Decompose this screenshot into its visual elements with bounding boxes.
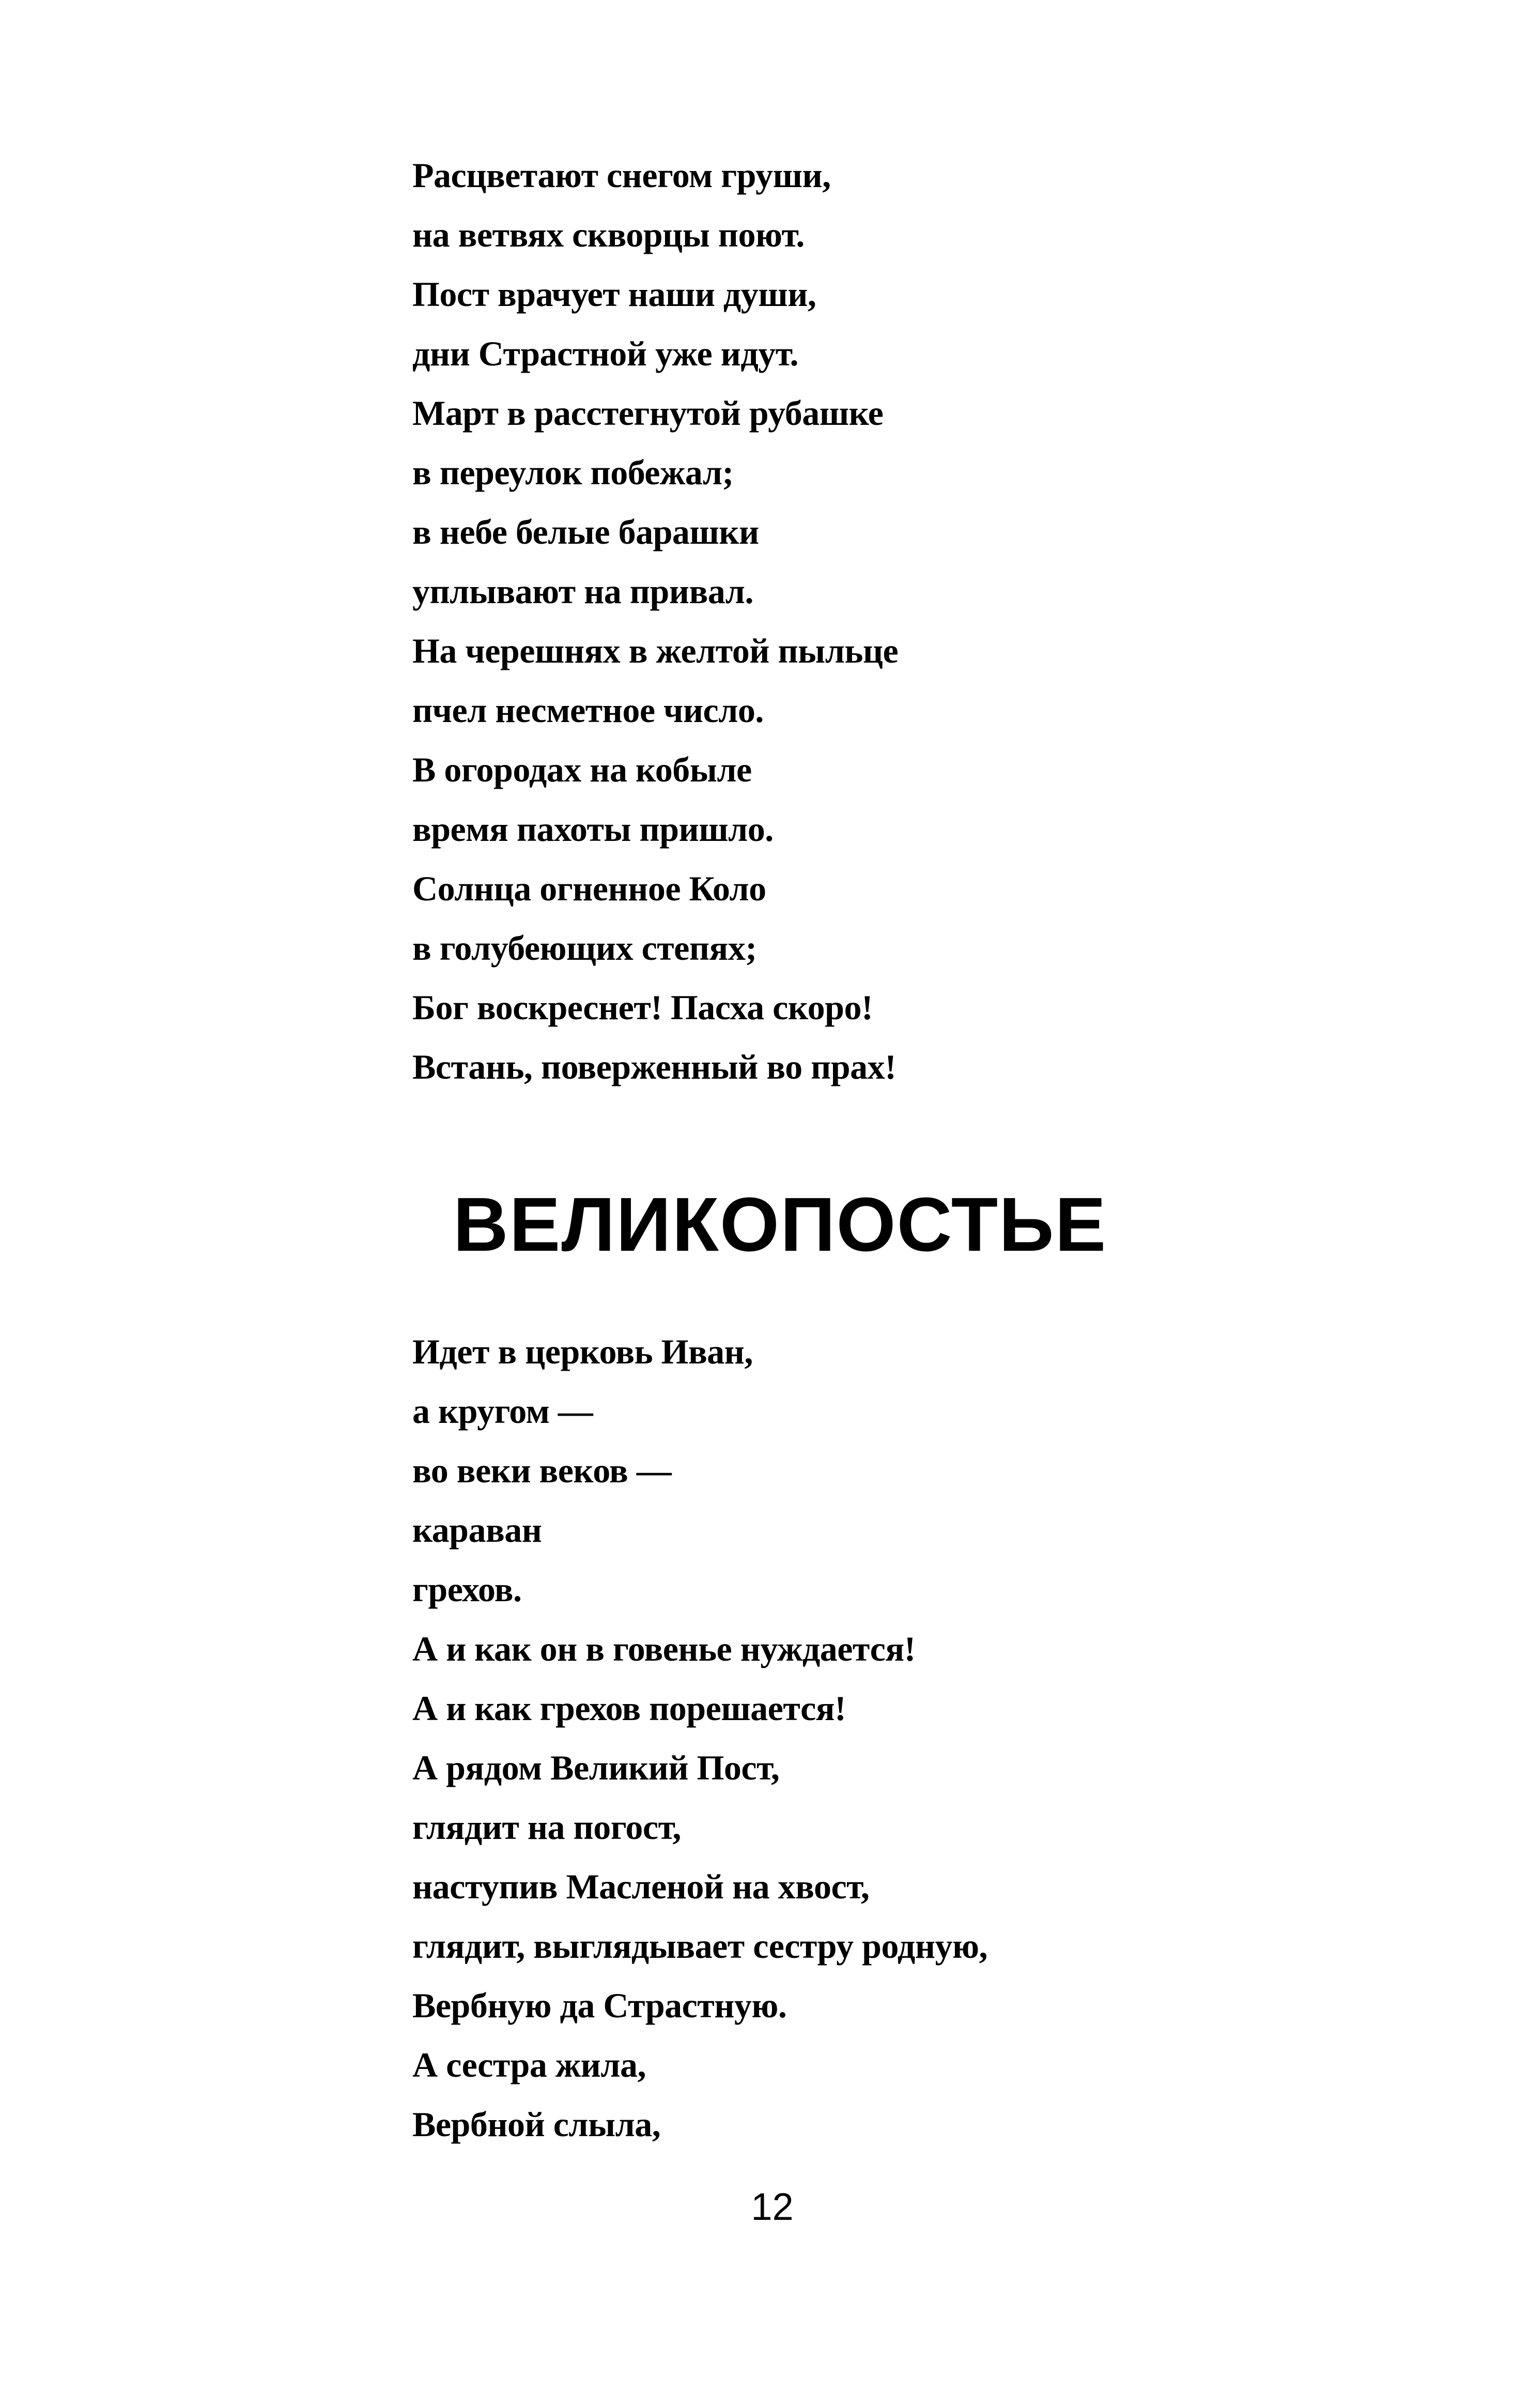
- poem-line: глядит, выглядывает сестру родную,: [412, 1926, 987, 1966]
- poem-line: в голубеющих степях;: [412, 928, 757, 968]
- poem-1-stanza: [412, 146, 898, 1097]
- poem-line: Бог воскреснет! Пасха скоро!: [412, 988, 873, 1027]
- poem-line: Вербную да Страстную.: [412, 1986, 787, 2025]
- poem-2-stanza: [412, 1322, 987, 2154]
- poem-line: Март в расстегнутой рубашке: [412, 393, 884, 433]
- poem-title: ВЕЛИКОПОСТЬЕ: [453, 1182, 1107, 1267]
- poem-line: А и как грехов порешается!: [412, 1689, 846, 1728]
- poem-line: глядит на погост,: [412, 1807, 681, 1847]
- poem-line: Солнца огненное Коло: [412, 869, 766, 908]
- poem-line: Встань, поверженный во прах!: [412, 1047, 897, 1086]
- poem-line: Пост врачует наши души,: [412, 274, 816, 314]
- poem-line: в переулок побежал;: [412, 453, 734, 492]
- poem-line: На черешнях в желтой пыльце: [412, 631, 899, 670]
- poem-line: Идет в церковь Иван,: [412, 1332, 753, 1371]
- poem-line: Вербной слыла,: [412, 2105, 661, 2144]
- poem-line: пчел несметное число.: [412, 691, 764, 730]
- poem-line: Расцветают снегом груши,: [412, 156, 831, 195]
- poem-line: во веки веков —: [412, 1451, 672, 1490]
- poem-line: а кругом —: [412, 1391, 593, 1431]
- poem-line: в небе белые барашки: [412, 512, 759, 551]
- poem-line: А рядом Великий Пост,: [412, 1748, 780, 1787]
- poem-line: А сестра жила,: [412, 2045, 646, 2084]
- poem-line: уплывают на привал.: [412, 572, 753, 611]
- poem-line: А и как он в говенье нуждается!: [412, 1629, 916, 1668]
- poem-line: дни Страстной уже идут.: [412, 334, 799, 373]
- poem-line: время пахоты пришло.: [412, 809, 774, 849]
- poem-line: наступив Масленой на хвост,: [412, 1867, 870, 1906]
- poem-line: В огородах на кобыле: [412, 750, 752, 789]
- poem-line: на ветвях скворцы поют.: [412, 215, 805, 254]
- poem-line: караван: [412, 1510, 542, 1550]
- page-number: 12: [751, 2185, 794, 2228]
- poem-line: грехов.: [412, 1570, 522, 1609]
